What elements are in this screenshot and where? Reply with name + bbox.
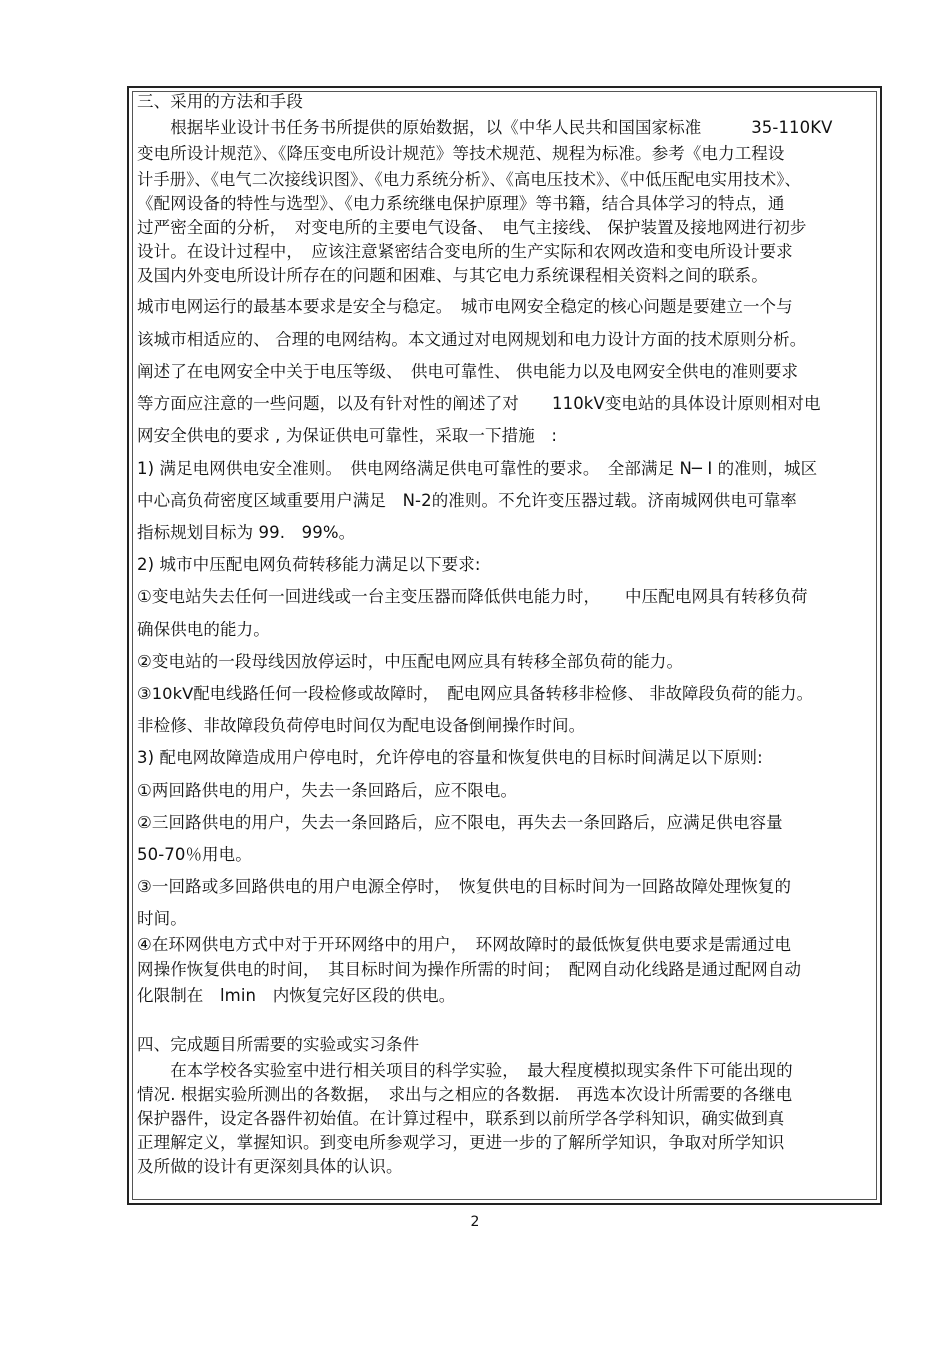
section-3-line: 2) 城市中压配电网负荷转移能力满足以下要求: — [137, 555, 481, 574]
section-3-line: 设计。在设计过程中， 应该注意紧密结合变电所的生产实际和农网改造和变电所设计要求 — [137, 242, 793, 261]
section-3-line: 非检修、非故障段负荷停电时间仅为配电设备倒闸操作时间。 — [137, 716, 586, 735]
section-3-line: ④在环网供电方式中对于开环网络中的用户， 环网故障时的最低恢复供电要求是需通过电 — [137, 935, 792, 954]
page-number: 2 — [470, 1214, 480, 1230]
section-3-line: ②三回路供电的用户，失去一条回路后，应不限电，再失去一条回路后，应满足供电容量 — [137, 813, 783, 832]
section-4-line: 保护器件，设定各器件初始值。在计算过程中，联系到以前所学各学科知识，确实做到真 — [137, 1109, 785, 1128]
section-4-heading: 四、完成题目所需要的实验或实习条件 — [137, 1035, 420, 1054]
section-3-line: 该城市相适应的、 合理的电网结构。本文通过对电网规划和电力设计方面的技术原则分析。 — [137, 330, 807, 349]
section-3-line: 50-70％用电。 — [137, 845, 252, 864]
section-3-line: ③10kV配电线路任何一段检修或故障时， 配电网应具备转移非检修、 非故障段负荷的能力。 — [137, 684, 814, 703]
section-3-line: ②变电站的一段母线因放停运时，中压配电网应具有转移全部负荷的能力。 — [137, 652, 684, 671]
section-3-line: 中心高负荷密度区域重要用户满足 N-2的准则。不允许变压器过载。济南城网供电可靠率 — [137, 491, 797, 510]
section-3-line: 过严密全面的分析， 对变电所的主要电气设备、 电气主接线、 保护装置及接地网进行初步 — [137, 218, 807, 237]
section-3-line: 变电所设计规范》、《降压变电所设计规范》等技术规范、规程为标准。参考《电力工程设 — [137, 144, 785, 163]
section-3-line: 计手册》、《电气二次接线识图》、《电力系统分析》、《高电压技术》、《中低压配电实用技术》、 — [137, 170, 801, 189]
section-3-line: 阐述了在电网安全中关于电压等级、 供电可靠性、 供电能力以及电网安全供电的准则要求 — [137, 362, 799, 381]
section-3-line: ③一回路或多回路供电的用户电源全停时， 恢复供电的目标时间为一回路故障处理恢复的 — [137, 877, 792, 896]
section-4-line: 及所做的设计有更深刻具体的认识。 — [137, 1157, 403, 1176]
section-3-heading: 三、采用的方法和手段 — [137, 92, 303, 111]
section-4-line: 情况. 根据实验所测出的各数据， 求出与之相应的各数据. 再选本次设计所需要的各继电 — [137, 1085, 793, 1104]
section-3-line: 网安全供电的要求 , 为保证供电可靠性，采取一下措施 : — [137, 426, 558, 445]
section-3-line: 《配网设备的特性与选型》、《电力系统继电保护原理》等书籍，结合具体学习的特点，通 — [137, 194, 785, 213]
section-3-line: 网操作恢复供电的时间， 其目标时间为操作所需的时间； 配网自动化线路是通过配网自动 — [137, 960, 802, 979]
section-3-line: 城市电网运行的最基本要求是安全与稳定。 城市电网安全稳定的核心问题是要建立一个与 — [137, 297, 793, 316]
section-3-line: 指标规划目标为 99. 99%。 — [137, 523, 356, 542]
section-3-line: 时间。 — [137, 909, 187, 928]
section-3-line: 及国内外变电所设计所存在的问题和困难、与其它电力系统课程相关资料之间的联系。 — [137, 266, 768, 285]
section-3-line: ①两回路供电的用户，失去一条回路后，应不限电。 — [137, 781, 518, 800]
section-4-line: 在本学校各实验室中进行相关项目的科学实验， 最大程度模拟现实条件下可能出现的 — [137, 1061, 793, 1080]
section-4-line: 正理解定义，掌握知识。到变电所参观学习，更进一步的了解所学知识，争取对所学知识 — [137, 1133, 785, 1152]
section-3-line: 根据毕业设计书任务书所提供的原始数据，以《中华人民共和国国家标准 35-110KV — [137, 118, 833, 137]
section-3-line: 3) 配电网故障造成用户停电时，允许停电的容量和恢复供电的目标时间满足以下原则: — [137, 748, 763, 767]
section-3-line: 化限制在 lmin 内恢复完好区段的供电。 — [137, 986, 456, 1005]
section-3-line: 确保供电的能力。 — [137, 620, 270, 639]
section-3-line: 1) 满足电网供电安全准则。 供电网络满足供电可靠性的要求。 全部满足 N─ I 的准则，城区 — [137, 459, 818, 478]
section-3-line: ①变电站失去任何一回进线或一台主变压器而降低供电能力时， 中压配电网具有转移负荷 — [137, 587, 808, 606]
section-3-line: 等方面应注意的一些问题，以及有针对性的阐述了对 110kV变电站的具体设计原则相对电 — [137, 394, 821, 413]
